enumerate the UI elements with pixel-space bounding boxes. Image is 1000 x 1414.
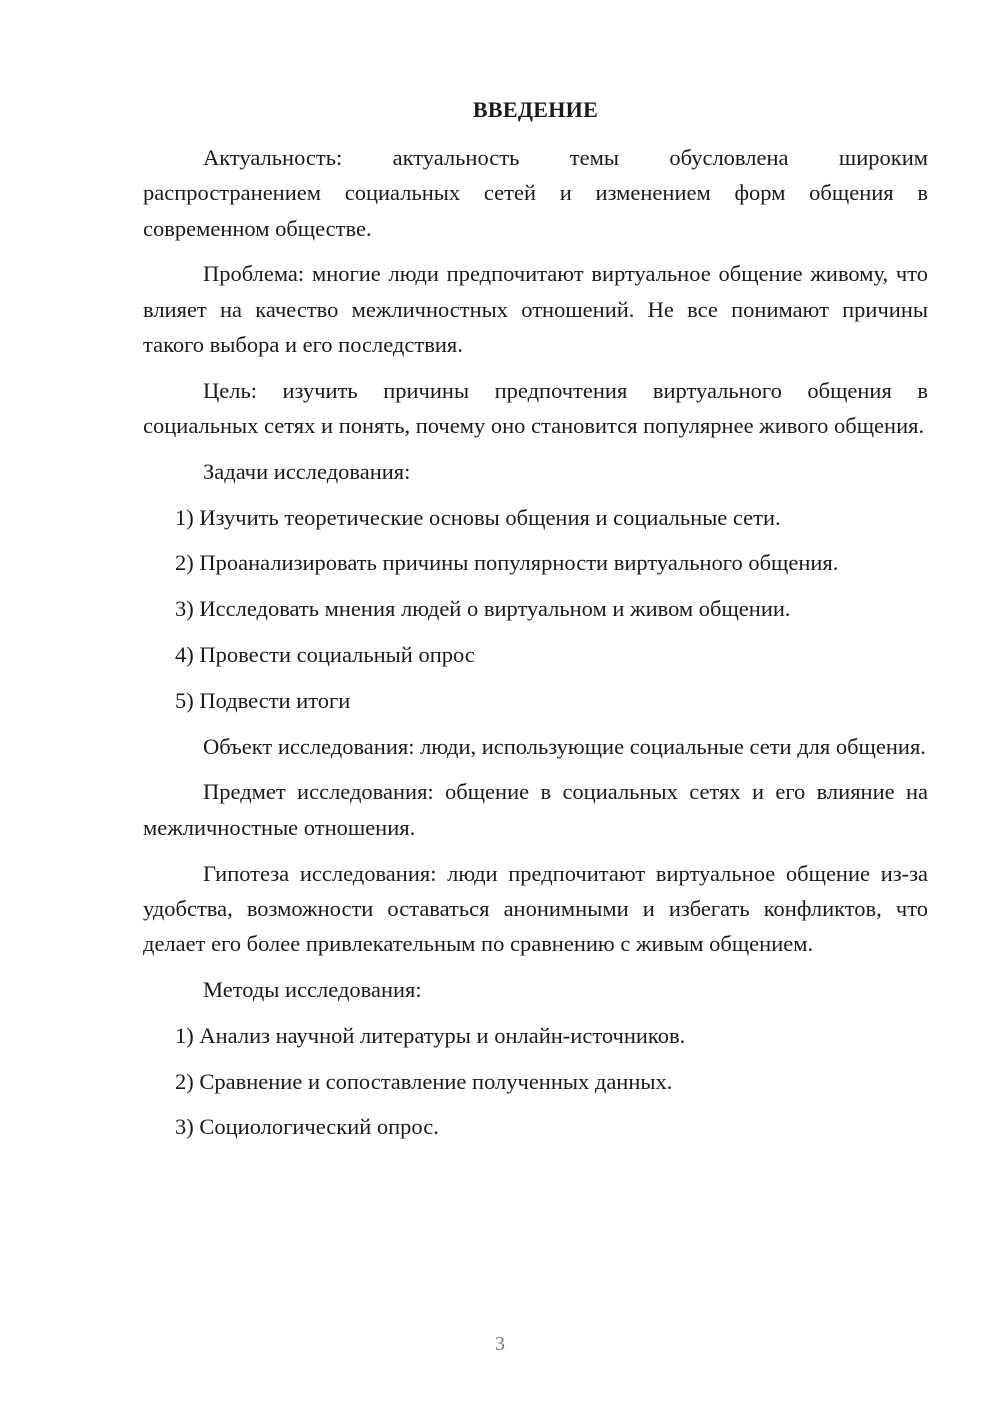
list-item: 3) Социологический опрос. — [175, 1114, 439, 1140]
document-page — [143, 92, 928, 1155]
paragraph-hypothesis: Гипотеза исследования: люди предпочитают виртуальное общение из-за удобства, возможности оставаться анонимными и избегать конфликтов, что делает его более привлекательным по сравнению с живым общением. — [143, 860, 928, 957]
list-item: 1) Изучить теоретические основы общения и социальные сети. — [175, 504, 781, 530]
paragraph-goal: Цель: изучить причины предпочтения виртуального общения в социальных сетях и понять, почему оно становится популярнее живого общения. — [143, 377, 928, 439]
paragraph-object: Объект исследования: люди, использующие социальные сети для общения. — [203, 733, 926, 759]
methods-heading: Методы исследования: — [203, 976, 422, 1002]
list-item: 1) Анализ научной литературы и онлайн-источников. — [175, 1022, 686, 1048]
paragraph-problem: Проблема: многие люди предпочитают виртуальное общение живому, что влияет на качество межличностных отношений. Не все понимают причины такого выбора и его последствия. — [143, 261, 928, 357]
paragraph-subject: Предмет исследования: общение в социальных сетях и его влияние на межличностные отношения. — [143, 779, 928, 840]
list-item: 2) Проанализировать причины популярности виртуального общения. — [175, 550, 839, 576]
list-item: 4) Провести социальный опрос — [175, 642, 475, 668]
paragraph-relevance: Актуальность: актуальность темы обусловлена широким распространением социальных сетей и изменением форм общения в современном обществе. — [143, 145, 928, 241]
methods-list — [143, 1018, 928, 1145]
page-title: ВВЕДЕНИЕ — [472, 97, 599, 122]
tasks-list — [143, 500, 928, 718]
list-item: 5) Подвести итоги — [175, 687, 351, 713]
tasks-heading: Задачи исследования: — [203, 458, 411, 484]
list-item: 3) Исследовать мнения людей о виртуальном и живом общении. — [175, 596, 791, 622]
page-number: 3 — [495, 1333, 505, 1355]
list-item: 2) Сравнение и сопоставление полученных данных. — [175, 1068, 673, 1094]
